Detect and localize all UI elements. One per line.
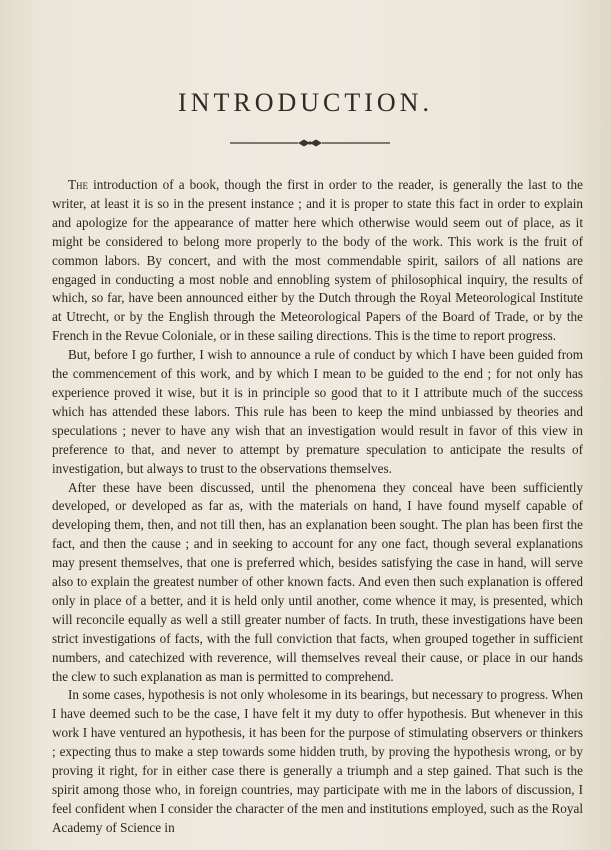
introduction-text <box>52 176 583 838</box>
paragraph-text: But, before I go further, I wish to announce a rule of conduct by which I have been guided from the commencement of this work, and by which I mean to be guided to the end ; for not only has experience proved it wise, but it is in principle so good that to it I attribute much of the success which has attended these labors. This rule has been to keep the mind unbiassed by theories and speculations ; never to have any wish that an investigation would result in favor of this view in preference to that, and never to attempt by premature speculation to anticipate the results of investigation, but always to trust to the observations themselves. <box>52 347 583 476</box>
paragraph-lead-word: The <box>68 177 89 192</box>
page-title: INTRODUCTION. <box>178 88 433 117</box>
paragraph-4 <box>52 686 583 837</box>
paragraph-3 <box>52 479 583 687</box>
paragraph-2 <box>52 346 583 478</box>
paragraph-text: introduction of a book, though the first in order to the reader, is generally the last to the writer, at least it is so in the present instance ; and it is proper to state this fact in order to explain and apologize for the appearance of matter here which otherwise would seem out of place, as it might be considered to belong more properly to the body of the work. This work is the fruit of common labors. By concert, and with the most commendable spirit, sailors of all nations are engaged in conducting a most noble and ennobling system of philosophical inquiry, the results of which, so far, have been announced either by the Dutch through the Royal Meteorological Institute at Utrecht, or by the English through the Meteorological Papers of the Board of Trade, or by the French in the Revue Coloniale, or in these sailing directions. This is the time to report progress. <box>52 177 583 344</box>
paragraph-text: In some cases, hypothesis is not only wholesome in its bearings, but necessary to progress. When I have deemed such to be the case, I have felt it my duty to offer hypothesis. But whenever in this work I have ventured an hypothesis, it has been for the purpose of stimulating observers or thinkers ; expecting thus to make a step towards some hidden truth, by proving the hypothesis wrong, or by proving it right, for in either case there is generally a triumph and a step gained. That such is the spirit among those who, in foreign countries, may participate with me in the labors of discussion, I feel confident when I consider the character of the men and institutions employed, such as the Royal Academy of Science in <box>52 687 583 835</box>
paragraph-1 <box>52 176 583 346</box>
paragraph-text: After these have been discussed, until the phenomena they conceal have been sufficiently developed, or developed as far as, with the materials on hand, I have found myself capable of developing them, then, and not till then, has an explanation been sought. The plan has been first the fact, and then the cause ; and in seeking to account for any one fact, though several explanations may present themselves, that one is preferred which, besides satisfying the case in hand, will serve also to explain the greatest number of other known facts. And even then such explanation is offered only in place of a better, and it is held only until another, come whence it may, is presented, which will reconcile equally as well a still greater number of facts. In truth, these investigations have been strict investigations of facts, with the full conviction that facts, when grouped together in sufficient numbers, and catechized with reverence, will themselves reveal their cause, or place in our hands the clew to such explanation as man is permitted to comprehend. <box>52 479 583 684</box>
title-rule-ornament <box>230 137 390 149</box>
